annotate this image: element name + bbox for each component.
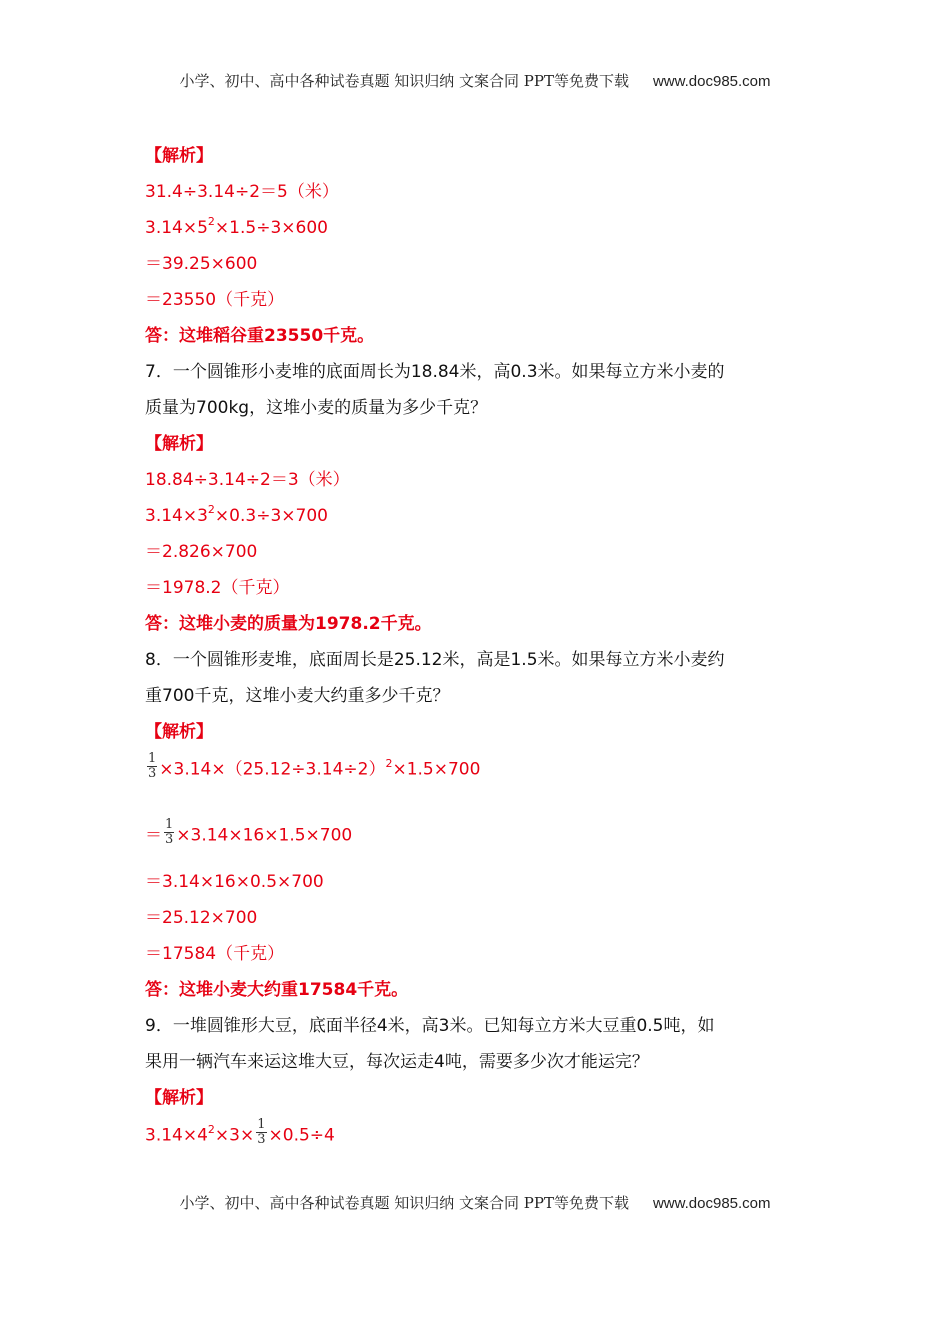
question-7-line-2: 质量为700kg，这堆小麦的质量为多少千克？ [145,398,488,418]
solution-answer: 答：这堆稻谷重23550千克。 [145,326,375,346]
document-body [145,143,805,1187]
footer-text: 小学、初中、高中各种试卷真题 知识归纳 文案合同 PPT等免费下载 [179,1194,629,1212]
footer-site-link[interactable]: www.doc985.com [652,1195,771,1212]
solution-step: ＝ $\frac{1}{3}$ ×3.14×16×1.5×700 [145,817,353,847]
solution-step: 18.84÷3.14÷2＝3（米） [145,470,350,490]
question-7-line-1: 7．一个圆锥形小麦堆的底面周长为18.84米，高0.3米。如果每立方米小麦的 [145,362,725,382]
solution-step: 31.4÷3.14÷2＝5（米） [145,182,339,202]
question-8-line-2: 重700千克，这堆小麦大约重多少千克？ [145,686,450,706]
question-9-line-1: 9．一堆圆锥形大豆，底面半径4米，高3米。已知每立方米大豆重0.5吨，如 [145,1016,715,1036]
solution-step: ＝1978.2（千克） [145,578,290,598]
solution-step: ＝39.25×600 [145,254,258,274]
question-8-line-1: 8．一个圆锥形麦堆，底面周长是25.12米，高是1.5米。如果每立方米小麦约 [145,650,725,670]
solution-step: $3.14\times 5^2\times 1.5\div 3\times 600$ [145,215,328,238]
solution-step: $3.14\times 4^2\times 3\times$ $\frac{1}{3}$ ×0.5÷4 [145,1117,335,1147]
solution-step: ＝25.12×700 [145,908,258,928]
fraction: $\frac{1}{3}$ [165,817,174,847]
page-header [0,70,950,91]
solution-heading: 【解析】 [145,1088,213,1108]
solution-step: ＝17584（千克） [145,944,285,964]
fraction: $\frac{1}{3}$ [148,751,157,781]
solution-step: $\frac{1}{3}$ $\times 3.14\times(25.12\div 3.14\div 2)^2\times 1.5\times 700$ [148,751,481,781]
solution-heading: 【解析】 [145,146,213,166]
header-site-link[interactable]: www.doc985.com [652,73,771,90]
solution-step: ＝23550（千克） [145,290,285,310]
question-9-line-2: 果用一辆汽车来运这堆大豆，每次运走4吨，需要多少次才能运完？ [145,1052,649,1072]
fraction: $\frac{1}{3}$ [257,1117,266,1147]
solution-step: $3.14\times 3^2\times 0.3\div 3\times 700$ [145,503,328,526]
page-footer [0,1192,950,1213]
header-text: 小学、初中、高中各种试卷真题 知识归纳 文案合同 PPT等免费下载 [179,72,629,90]
solution-heading: 【解析】 [145,434,213,454]
solution-answer: 答：这堆小麦大约重17584千克。 [145,980,409,1000]
solution-heading: 【解析】 [145,722,213,742]
solution-step: ＝2.826×700 [145,542,258,562]
solution-step: ＝3.14×16×0.5×700 [145,872,324,892]
solution-answer: 答：这堆小麦的质量为1978.2千克。 [145,614,432,634]
